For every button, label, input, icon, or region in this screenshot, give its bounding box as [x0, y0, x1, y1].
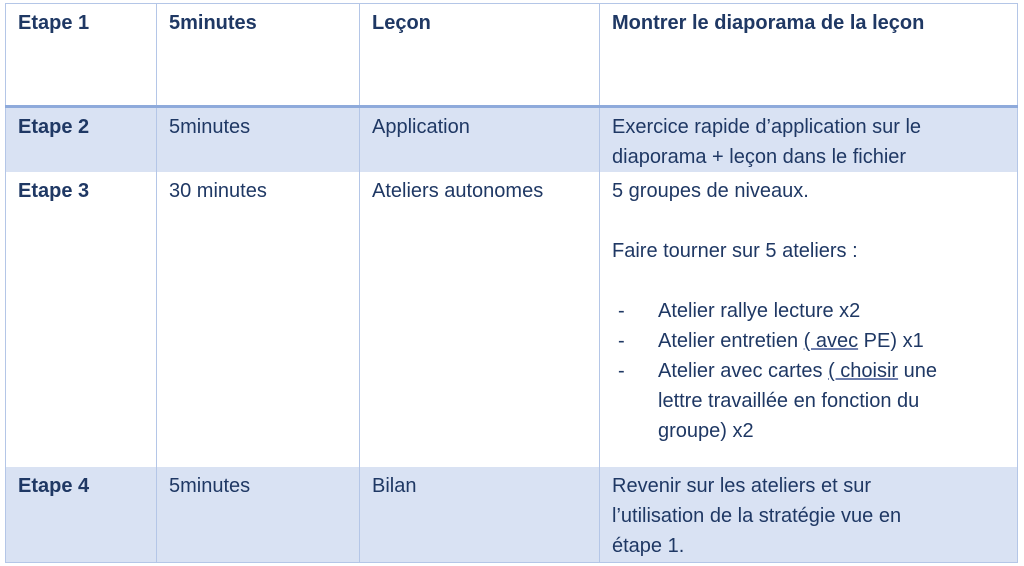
- step-cell: Etape 1: [6, 4, 157, 107]
- list-item: [612, 296, 1007, 326]
- table-row-etape-1: [6, 4, 1018, 107]
- description-line: étape 1.: [612, 535, 685, 557]
- description-line: l’utilisation de la stratégie vue en: [612, 505, 902, 527]
- list-item-text: Atelier avec cartes: [658, 360, 829, 382]
- lesson-plan-table: [5, 3, 1018, 563]
- list-item-text: groupe) x2: [658, 420, 754, 442]
- description-cell: [600, 467, 1018, 562]
- step-cell: Etape 2: [6, 107, 157, 173]
- bullet-dash: -: [618, 300, 625, 322]
- table-row-etape-3: [6, 172, 1018, 467]
- list-item-text: PE) x1: [858, 330, 924, 352]
- duration-cell: 5minutes: [157, 107, 360, 173]
- duration-cell: 5minutes: [157, 467, 360, 562]
- description-cell: Montrer le diaporama de la leçon: [600, 4, 1018, 107]
- duration-cell: 5minutes: [157, 4, 360, 107]
- list-item: [612, 356, 1007, 446]
- bullet-dash: -: [618, 360, 625, 382]
- description-cell: [600, 107, 1018, 173]
- description-line: Revenir sur les ateliers et sur: [612, 475, 871, 497]
- step-cell: Etape 3: [6, 172, 157, 467]
- list-item: [612, 326, 1007, 356]
- list-item-text: Atelier entretien: [658, 330, 804, 352]
- workshop-list: [612, 296, 1007, 446]
- groups-text: 5 groupes de niveaux.: [612, 180, 809, 202]
- rotation-text: Faire tourner sur 5 ateliers :: [612, 240, 858, 262]
- activity-cell: Ateliers autonomes: [360, 172, 600, 467]
- description-line: diaporama + leçon dans le fichier: [612, 146, 907, 168]
- table-row-etape-2: [6, 107, 1018, 173]
- description-cell: [600, 172, 1018, 467]
- underlined-text: ( avec: [803, 330, 859, 352]
- table-row-etape-4: [6, 467, 1018, 562]
- underlined-text: ( choisir: [828, 360, 899, 382]
- activity-cell: Leçon: [360, 4, 600, 107]
- duration-cell: 30 minutes: [157, 172, 360, 467]
- step-cell: Etape 4: [6, 467, 157, 562]
- list-item-text: une: [898, 360, 938, 382]
- bullet-dash: -: [618, 330, 625, 352]
- activity-cell: Application: [360, 107, 600, 173]
- activity-cell: Bilan: [360, 467, 600, 562]
- description-line: Exercice rapide d’application sur le: [612, 116, 922, 138]
- list-item-text: Atelier rallye lecture x2: [658, 300, 861, 322]
- list-item-text: lettre travaillée en fonction du: [658, 390, 920, 412]
